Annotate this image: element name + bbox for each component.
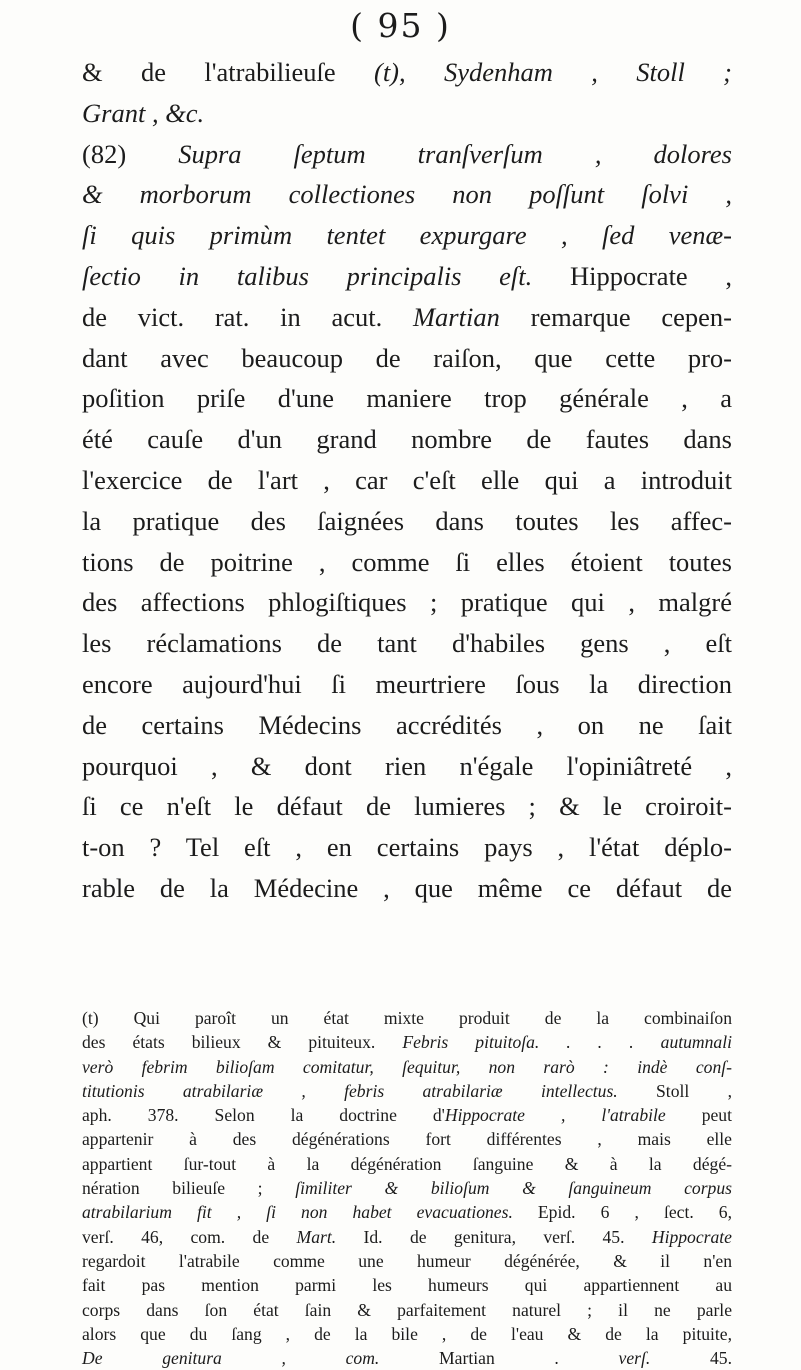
footnote-line bbox=[82, 1200, 732, 1224]
text-run: Hippocrate , l'atrabile bbox=[444, 1105, 666, 1126]
text-line bbox=[82, 297, 732, 338]
text-run: fait pas mention parmi les humeurs qui appartiennent au bbox=[82, 1275, 732, 1296]
text-run: verſ. bbox=[618, 1348, 651, 1369]
text-run: peut bbox=[665, 1105, 732, 1126]
text-run: Mart. bbox=[296, 1226, 337, 1247]
text-line bbox=[82, 827, 732, 868]
text-run: & de l'atrabilieuſe bbox=[82, 57, 374, 87]
text-line bbox=[82, 215, 732, 256]
footnote-line bbox=[82, 1249, 732, 1273]
text-run: & morborum collectiones non poſſunt ſolvi , bbox=[82, 179, 732, 210]
text-run: Hippocrate bbox=[651, 1226, 732, 1247]
text-line bbox=[82, 868, 732, 909]
text-line bbox=[82, 338, 732, 379]
text-run: ſectio in talibus principalis eſt. bbox=[82, 260, 533, 291]
text-run: la pratique des ſaignées dans toutes les affec- bbox=[82, 505, 732, 536]
text-run: corps dans ſon état ſain & parfaitement naturel ; il ne parle bbox=[82, 1299, 732, 1320]
text-run: remarque cepen- bbox=[499, 301, 732, 332]
text-run: Martian . bbox=[379, 1348, 619, 1369]
page-number: ( 95 ) bbox=[350, 6, 451, 45]
text-line bbox=[82, 542, 732, 583]
text-line bbox=[82, 460, 732, 501]
text-run: les réclamations de tant d'habiles gens , eſt bbox=[82, 628, 732, 659]
text-run: dant avec beaucoup de raiſon, que cette pro- bbox=[82, 342, 732, 373]
text-run: pourquoi , & dont rien n'égale l'opiniâtreté , bbox=[82, 750, 732, 781]
text-run: été cauſe d'un grand nombre de fautes dans bbox=[82, 424, 732, 455]
text-run: appartenir à des dégénérations fort différentes , mais elle bbox=[82, 1129, 732, 1150]
footnote-block bbox=[82, 1006, 732, 1370]
text-run: 45. bbox=[650, 1348, 732, 1369]
text-line bbox=[82, 174, 732, 215]
footnote-line bbox=[82, 1273, 732, 1297]
footnote-line bbox=[82, 1176, 732, 1200]
text-run: Id. de genitura, verſ. 45. bbox=[336, 1226, 652, 1247]
footnote-line bbox=[82, 1079, 732, 1103]
text-run: t-on ? Tel eſt , en certains pays , l'état déplo- bbox=[82, 832, 732, 863]
text-run: Sydenham , Stoll ; bbox=[444, 57, 733, 87]
text-run: Grant , &c. bbox=[82, 97, 205, 128]
text-run: Febris pituitoſa. . . . autumnali bbox=[402, 1032, 732, 1053]
text-run: verò febrim bilioſam comitatur, ſequitur, non rarò : indè conſ- bbox=[82, 1056, 732, 1077]
text-run: ſimiliter & bilioſum & ſanguineum corpus bbox=[295, 1178, 732, 1199]
text-run: encore aujourd'hui ſi meurtriere ſous la direction bbox=[82, 668, 732, 699]
text-run: ſi quis primùm tentet expurgare , ſed venæ- bbox=[82, 220, 732, 251]
text-run: Supra ſeptum tranſverſum , dolores bbox=[178, 138, 732, 169]
text-run: Hippocrate , bbox=[532, 260, 732, 291]
footnote-line bbox=[82, 1030, 732, 1054]
text-line bbox=[82, 419, 732, 460]
text-run: de certains Médecins accrédités , on ne ſait bbox=[82, 709, 732, 740]
text-run: (t) Qui paroît un état mixte produit de la combinaiſon bbox=[82, 1008, 732, 1028]
text-run: rable de la Médecine , que même ce défaut de bbox=[82, 872, 732, 903]
text-line bbox=[82, 501, 732, 542]
text-run: Martian bbox=[412, 301, 500, 332]
text-line bbox=[82, 746, 732, 787]
text-line bbox=[82, 664, 732, 705]
footnote-line bbox=[82, 1322, 732, 1346]
text-line bbox=[82, 52, 732, 93]
footnote-line bbox=[82, 1346, 732, 1370]
footnote-line bbox=[82, 1298, 732, 1322]
text-run: regardoit l'atrabile comme une humeur dégénérée, & il n'en bbox=[82, 1250, 732, 1271]
text-line bbox=[82, 93, 732, 134]
text-line bbox=[82, 623, 732, 664]
text-run: de vict. rat. in acut. bbox=[82, 301, 413, 332]
text-line bbox=[82, 582, 732, 623]
footnote-line bbox=[82, 1127, 732, 1151]
text-run: verſ. 46, com. de bbox=[82, 1226, 297, 1247]
text-run: (t), bbox=[374, 57, 406, 87]
text-run: De genitura , com. bbox=[82, 1348, 380, 1369]
text-line bbox=[82, 378, 732, 419]
footnote-line bbox=[82, 1103, 732, 1127]
text-run: ſi ce n'eſt le défaut de lumieres ; & le croiroit- bbox=[82, 791, 732, 822]
text-run: Epid. 6 , ſect. 6, bbox=[512, 1202, 732, 1223]
text-run: titutionis atrabilariæ , febris atrabilariæ intellectus. bbox=[82, 1080, 618, 1101]
text-run: atrabilarium fit , ſi non habet evacuationes. bbox=[82, 1202, 513, 1223]
text-run: des affections phlogiſtiques ; pratique qui , malgré bbox=[82, 587, 732, 618]
footnote-line bbox=[82, 1152, 732, 1176]
footnote-line bbox=[82, 1055, 732, 1079]
footnote-line bbox=[82, 1006, 732, 1030]
text-run: appartient ſur-tout à la dégénération ſanguine & à la dégé- bbox=[82, 1153, 732, 1174]
text-run: nération bilieuſe ; bbox=[82, 1178, 296, 1199]
text-line bbox=[82, 705, 732, 746]
text-run: aph. 378. Selon la doctrine d' bbox=[82, 1105, 445, 1126]
text-run: alors que du ſang , de la bile , de l'eau & de la pituite, bbox=[82, 1323, 732, 1344]
text-line bbox=[82, 134, 732, 175]
text-run: l'exercice de l'art , car c'eſt elle qui a introduit bbox=[82, 464, 732, 495]
text-run: tions de poitrine , comme ſi elles étoient toutes bbox=[82, 546, 732, 577]
text-line bbox=[82, 786, 732, 827]
text-run: Stoll , bbox=[617, 1080, 732, 1101]
main-text-block bbox=[82, 52, 732, 909]
footnote-line bbox=[82, 1225, 732, 1249]
text-run: des états bilieux & pituiteux. bbox=[82, 1032, 403, 1053]
text-line bbox=[82, 256, 732, 297]
text-run bbox=[406, 57, 444, 87]
text-run: (82) bbox=[82, 138, 179, 169]
text-run: poſition priſe d'une maniere trop générale , a bbox=[82, 383, 732, 414]
